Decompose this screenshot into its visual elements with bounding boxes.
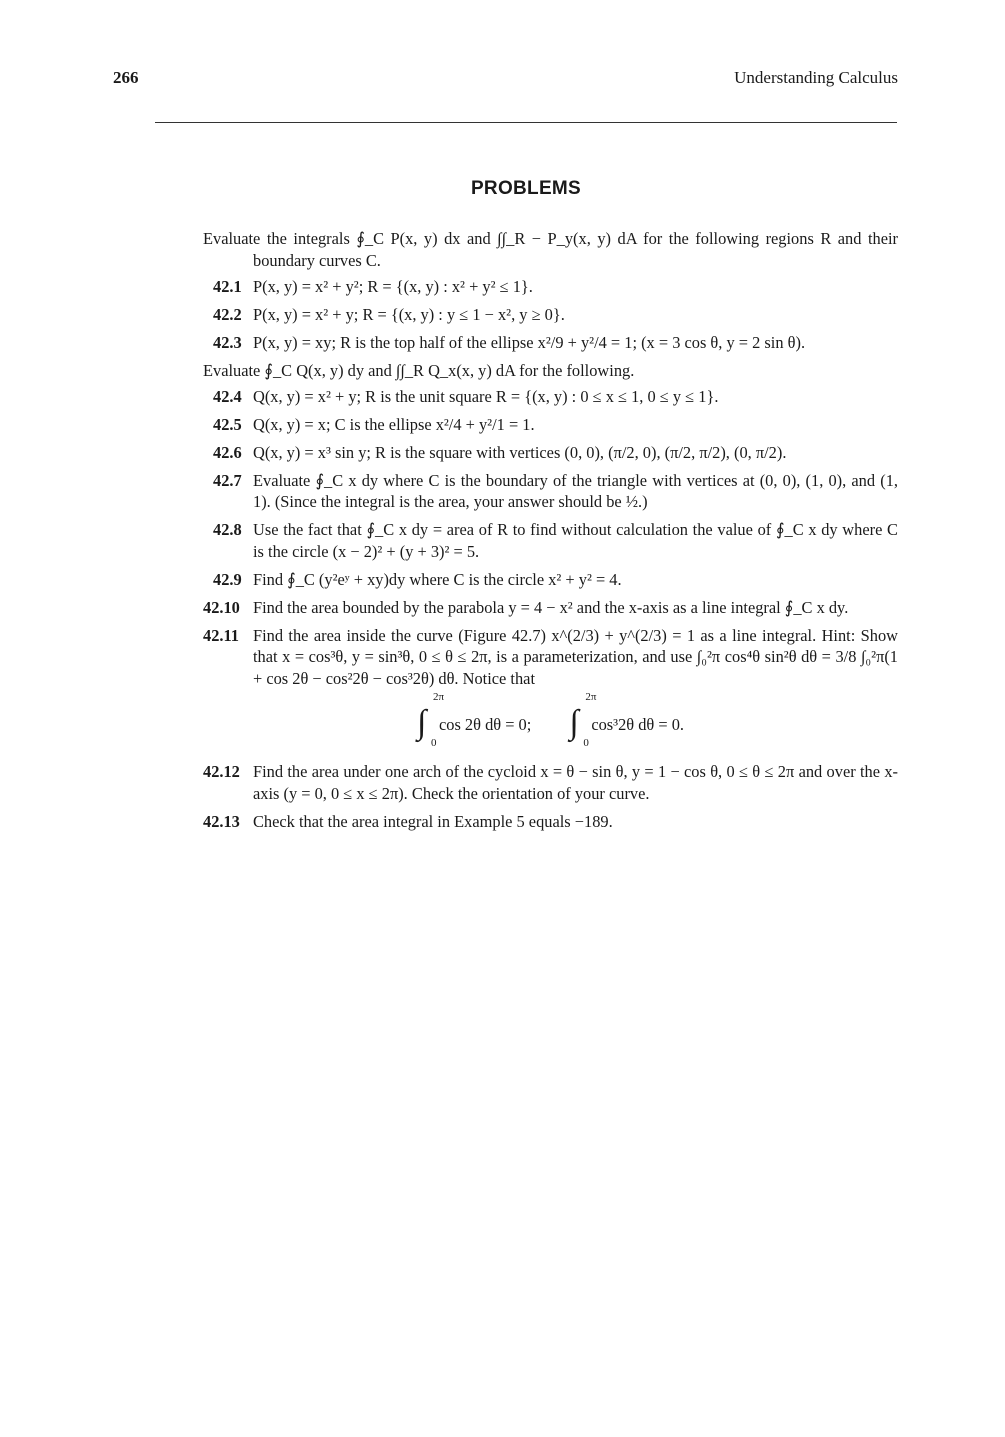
problem-text: Q(x, y) = x; C is the ellipse x²/4 + y²/1 = 1. (253, 414, 535, 434)
problem-42-4 (203, 386, 898, 408)
problem-42-11 (203, 625, 898, 690)
problem-42-3 (203, 332, 898, 354)
problem-number: 42.1 (213, 277, 242, 296)
running-head: Understanding Calculus (734, 68, 898, 87)
problem-42-10 (203, 597, 898, 619)
problem-text: Use the fact that ∮_C x dy = area of R to find without calculation the value of ∮_C x dy where C is the circle (x − 2)² + (y + 3)² = 5. (253, 520, 898, 561)
integral-sign-icon: ∫ (416, 704, 427, 741)
lower-limit: 0 (583, 737, 589, 749)
intro-paragraph-2: Evaluate ∮_C Q(x, y) dy and ∫∫_R Q_x(x, y) dA for the following. (203, 361, 635, 380)
problems-section (203, 228, 898, 839)
problem-text: Find the area under one arch of the cycloid x = θ − sin θ, y = 1 − cos θ, 0 ≤ θ ≤ 2π and over the x-axis (y = 0, 0 ≤ x ≤ 2π). Check the orientation of your curve. (253, 762, 898, 803)
problem-text: Evaluate ∮_C x dy where C is the boundary of the triangle with vertices at (0, 0), (1, 0), and (1, 1). (Since the integral is the area, your answer should be ½.) (253, 470, 898, 511)
problem-42-1 (203, 276, 898, 298)
problem-text: Find the area bounded by the parabola y = 4 − x² and the x-axis as a line integral ∮_C x dy. (253, 597, 849, 617)
equation-body: cos³2θ dθ = 0. (591, 715, 684, 734)
intro-paragraph-1: Evaluate the integrals ∮_C P(x, y) dx and ∫∫_R − P_y(x, y) dA for the following regions R and their boundary curves C. (203, 229, 898, 270)
problem-text: P(x, y) = x² + y²; R = {(x, y) : x² + y² ≤ 1}. (253, 277, 533, 296)
problem-42-7 (203, 470, 898, 513)
problem-number: 42.13 (203, 811, 240, 831)
problem-number: 42.10 (203, 597, 240, 617)
problem-text: Find the area inside the curve (Figure 42.7) x^(2/3) + y^(2/3) = 1 as a line integral. Hint: Show that x = cos³θ, y = sin³θ, 0 ≤ θ ≤ 2π, is a parameterization, and use ∫₀²π cos⁴θ sin²θ dθ = 3/8 ∫₀²π(1 + cos 2θ − cos²2θ − cos³2θ) dθ. Notice that (253, 625, 898, 688)
problem-text: Q(x, y) = x² + y; R is the unit square R = {(x, y) : 0 ≤ x ≤ 1, 0 ≤ y ≤ 1}. (253, 386, 719, 406)
display-equations (203, 691, 898, 749)
problem-text: Check that the area integral in Example 5 equals −189. (253, 811, 613, 831)
problem-number: 42.2 (213, 305, 242, 324)
problem-42-6 (203, 442, 898, 464)
problem-42-9 (203, 569, 898, 591)
problem-42-2 (203, 304, 898, 326)
problem-number: 42.7 (213, 470, 242, 490)
problem-number: 42.4 (213, 386, 242, 406)
problem-number: 42.3 (213, 333, 242, 352)
upper-limit: 2π (585, 691, 597, 703)
header-rule (155, 122, 897, 123)
problem-42-5 (203, 414, 898, 436)
section-title: PROBLEMS (470, 178, 582, 199)
problem-text: Q(x, y) = x³ sin y; R is the square with vertices (0, 0), (π/2, 0), (π/2, π/2), (0, π/2). (253, 442, 787, 462)
page-number: 266 (113, 68, 139, 87)
page-header (113, 68, 898, 92)
problem-number: 42.12 (203, 762, 240, 781)
display-equation-cos-cubed (569, 691, 684, 749)
problem-42-13 (203, 811, 898, 833)
problem-42-8 (203, 519, 898, 562)
lower-limit: 0 (430, 737, 437, 749)
problem-number: 42.9 (213, 569, 242, 589)
upper-limit: 2π (432, 691, 445, 703)
problem-number: 42.5 (213, 414, 242, 434)
problem-text: Find ∮_C (y²eʸ + xy)dy where C is the circle x² + y² = 4. (253, 569, 622, 589)
equation-body: cos 2θ dθ = 0; (438, 715, 532, 734)
problem-number: 42.8 (213, 520, 242, 539)
integral-sign-icon: ∫ (569, 704, 579, 741)
problem-number: 42.11 (203, 625, 239, 645)
problem-42-12 (203, 761, 898, 804)
display-equation-cos (416, 691, 532, 749)
problem-number: 42.6 (213, 442, 242, 462)
problem-text: P(x, y) = x² + y; R = {(x, y) : y ≤ 1 − x², y ≥ 0}. (253, 305, 565, 324)
problem-text: P(x, y) = xy; R is the top half of the ellipse x²/9 + y²/4 = 1; (x = 3 cos θ, y = 2 sin θ). (253, 333, 806, 352)
